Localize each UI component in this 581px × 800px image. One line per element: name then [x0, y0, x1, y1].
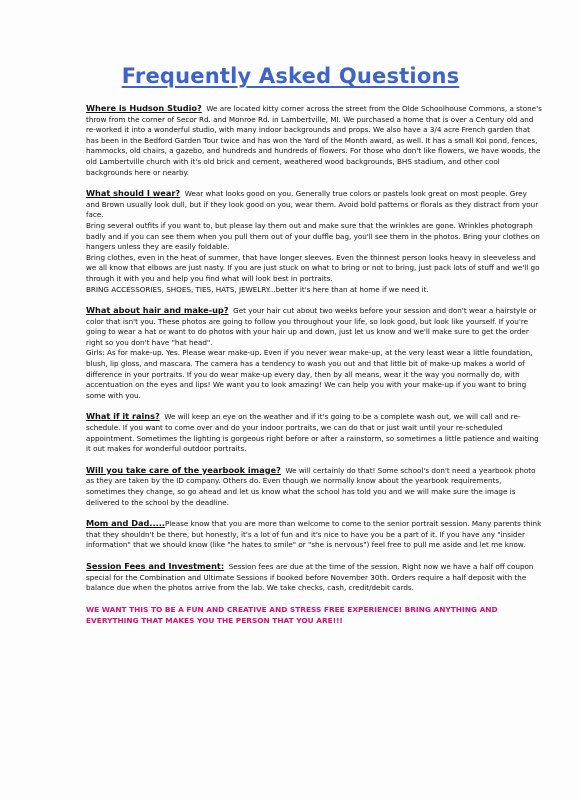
- faq-paragraph: Bring clothes, even in the heat of summer, that have longer sleeves. Even the thinnest person looks heavy in sleeveless and we all know that elbows are just nasty. If you are just stuck on what to bring or not to bring, just pack lots of stuff and we'll go through it with you and help you find what will look best in portraits.: [86, 252, 540, 283]
- faq-paragraph: [86, 411, 542, 454]
- faq-content: [86, 103, 542, 633]
- section-heading: Session Fees and Investment:: [86, 560, 225, 571]
- section-heading: Mom and Dad.....: [86, 518, 165, 529]
- section-heading: What about hair and make-up?: [86, 305, 229, 316]
- section-text: Get your hair cut about two weeks before your session and don't wear a hairstyle or color that isn't you. These photos are going to follow you throughout your life, so look good, but look like yourself. If you're going to wear a hat or want to do photos with your hair up and down, just let us know and we'll make sure to get the order right so you don't have "hat head".: [86, 306, 537, 347]
- faq-paragraph: BRING ACCESSORIES, SHOES, TIES, HATS, JEWELRY...better it's here than at home if we need it.: [86, 284, 429, 294]
- section-text: Please know that you are more than welcome to come to the senior portrait session. Many parents think that they shouldn't be there, but honestly, it's a lot of fun and it's nice to have you be a part of it. If you have any "insider information" that we should know (like "he hates to smile" or "she is nervous") feel free to pull me aside and let me know.: [86, 519, 542, 550]
- page-title: Frequently Asked Questions: [121, 64, 460, 88]
- faq-paragraph: [86, 561, 542, 594]
- faq-section-wear: [86, 188, 542, 295]
- faq-section-parents: [86, 518, 542, 551]
- closing-statement: WE WANT THIS TO BE A FUN AND CREATIVE AND STRESS FREE EXPERIENCE! BRING ANYTHING AND EVERYTHING THAT MAKES YOU THE PERSON THAT YOU ARE!!!: [86, 604, 498, 625]
- faq-paragraph: [86, 305, 542, 348]
- section-text: We are located kitty corner across the street from the Olde Schoolhouse Commons, a stone's throw from the corner of Secor Rd. and Monroe Rd. in Lambertville, MI. We purchased a home that is over a Century old and re-worked it into a wonderful studio, with many indoor backgrounds and props. We also have a 3/4 acre French garden that has been in the Bedford Garden Tour twice and has won the Yard of the Month award, as well. It has a small Koi pond, fences, hammocks, old chairs, a gazebo, and hundreds and hundreds of flowers. For those who don't like flowers, we have woods, the old Lambertville church with it's old brick and cement, weathered wood backgrounds, BHS stadium, and other cool backgrounds here or nearby.: [86, 104, 542, 177]
- section-text: Wear what looks good on you. Generally true colors or pastels look great on most people. Grey and Brown usually look dull, but if they look good on you, wear them. Avoid bold patterns or florals as they distract from your face.: [86, 189, 539, 220]
- faq-paragraph: [86, 103, 542, 178]
- section-text: Session fees are due at the time of the session. Right now we have a half off coupon special for the Combination and Ultimate Sessions if booked before November 30th. Orders require a half deposit with the balance due when the photos arrive from the lab. We take checks, cash, credit/debit cards.: [86, 561, 534, 593]
- section-text: We will certainly do that! Some school's don't need a yearbook photo as they are taken by the ID company. Others do. Even though we normally know about the yearbook requirements, sometimes they change, so go ahead and let us know what the school has told you and we will make sure the image is delivered to the school by the deadline.: [86, 465, 536, 507]
- faq-paragraph: [86, 188, 542, 221]
- faq-section-yearbook: [86, 465, 542, 508]
- faq-paragraph: Bring several outfits if you want to, but please lay them out and make sure that the wrinkles are gone. Wrinkles photograph badly and if you can see them when you pull them out of your duffle bag, you'll see them in the photos. Bring your clothes on hangers unless they are easily foldable.: [86, 220, 540, 252]
- faq-paragraph: [86, 465, 542, 508]
- faq-paragraph: [86, 518, 542, 551]
- faq-section-location: [86, 103, 542, 178]
- section-text: We will keep an eye on the weather and if it's going to be a complete wash out, we will call and re-schedule. If you want to come over and do your indoor portraits, we can do that or just wait until your re-scheduled appointment. Sometimes the lighting is gorgeous right before or after a rainstorm, so sometimes a little patience and waiting it out makes for wonderful outdoor portraits.: [86, 412, 539, 454]
- section-heading: What should I wear?: [86, 188, 181, 199]
- faq-section-rain: [86, 411, 542, 454]
- section-heading: What if it rains?: [86, 411, 160, 422]
- faq-section-fees: [86, 561, 542, 594]
- faq-paragraph: Girls: As for make-up. Yes. Please wear make-up. Even if you never wear make-up, at the very least wear a little foundation, blush, lip gloss, and mascara. The camera has a tendency to wash you out and that little bit of make-up makes a world of difference in your portraits. If you do wear make-up every day, then by all means, wear it the way you normally do, with accentuation on the eyes and lips! We want you to look amazing! We can help you with your make-up if you want to bring some with you.: [86, 348, 533, 400]
- section-heading: Will you take care of the yearbook image?: [86, 464, 281, 475]
- faq-section-hair-makeup: [86, 305, 542, 401]
- section-heading: Where is Hudson Studio?: [86, 103, 202, 113]
